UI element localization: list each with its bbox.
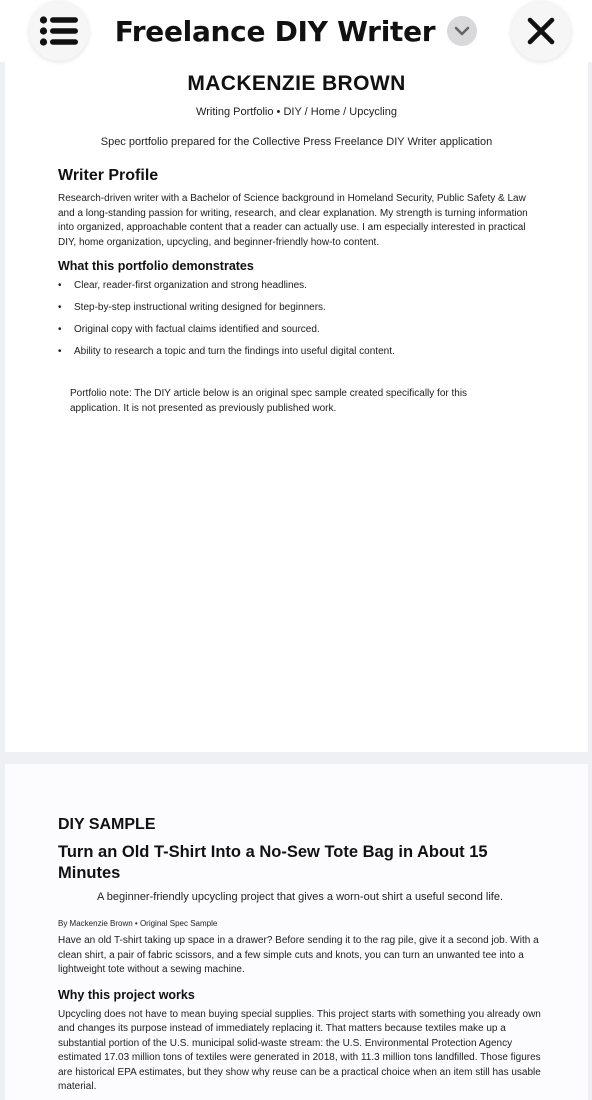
why-heading: Why this project works: [58, 987, 195, 1002]
close-button[interactable]: [511, 1, 571, 61]
article-byline: By Mackenzie Brown • Original Spec Sample: [58, 919, 218, 928]
list-item: • Step-by-step instructional writing designed for beginners.: [58, 301, 542, 315]
spec-statement: Spec portfolio prepared for the Collective Press Freelance DIY Writer application: [100, 136, 493, 148]
writer-bio: Research-driven writer with a Bachelor of Science background in Homeland Security, Public Safety & Law and a long-standing passion for writing, research, and clear explanation. My strength is turning information into organized, approachable content that a reader can actually use. I am especially interested in practical DIY, home organization, upcycling, and beginner-friendly how-to content.: [58, 193, 528, 248]
article-dek: A beginner-friendly upcycling project that gives a worn-out shirt a useful second life.: [97, 891, 503, 903]
chevron-down-icon: [454, 25, 470, 37]
diy-sample-label: DIY SAMPLE: [58, 816, 156, 833]
demonstrates-heading: What this portfolio demonstrates: [58, 259, 254, 273]
title-dropdown-button[interactable]: [447, 16, 477, 46]
diy-sample-section: [58, 816, 542, 1095]
top-bar: [0, 0, 592, 62]
list-item: • Original copy with factual claims identified and sourced.: [58, 323, 542, 337]
portfolio-note-block: [70, 386, 515, 416]
author-name: MACKENZIE BROWN: [187, 72, 406, 95]
article-intro: Have an old T-shirt taking up space in a drawer? Before sending it to the rag pile, give it a second job. With a clean shirt, a pair of fabric scissors, and a few simple cuts and knots, you can turn an unwanted tee into a lightweight tote without a sewing machine.: [58, 935, 539, 975]
close-icon: [526, 16, 556, 46]
portfolio-subtitle: Writing Portfolio • DIY / Home / Upcycling: [196, 106, 397, 118]
demonstrates-list: [58, 279, 542, 359]
writer-profile-heading: Writer Profile: [58, 167, 159, 184]
list-item: • Ability to research a topic and turn the findings into useful digital content.: [58, 345, 542, 359]
list-item: • Clear, reader-first organization and strong headlines.: [58, 279, 542, 293]
title-dropdown[interactable]: [115, 15, 478, 48]
why-body: Upcycling does not have to mean buying special supplies. This project starts with something you already own and changes its purpose instead of immediately replacing it. That matters because textiles make up a substantial portion of the U.S. municipal solid-waste stream: the U.S. Environmental Protection Agency estimated 17.03 million tons of textiles were generated in 2018, with 11.3 million tons landfilled. Those figures are historical EPA estimates, but they show why reuse can be a practical choice when an item still has usable material.: [58, 1008, 541, 1092]
article-title: Turn an Old T-Shirt Into a No-Sew Tote Bag in About 15 Minutes: [58, 843, 488, 882]
document-page-2: [5, 764, 588, 1100]
list-icon: [39, 15, 79, 47]
portfolio-note: Portfolio note: The DIY article below is an original spec sample created specifically for this application. It is not presented as previously published work.: [70, 388, 468, 414]
writer-profile-section: [58, 167, 542, 367]
document-page-1: [5, 62, 588, 752]
app-title: Freelance DIY Writer: [114, 14, 436, 48]
menu-button[interactable]: [29, 1, 89, 61]
